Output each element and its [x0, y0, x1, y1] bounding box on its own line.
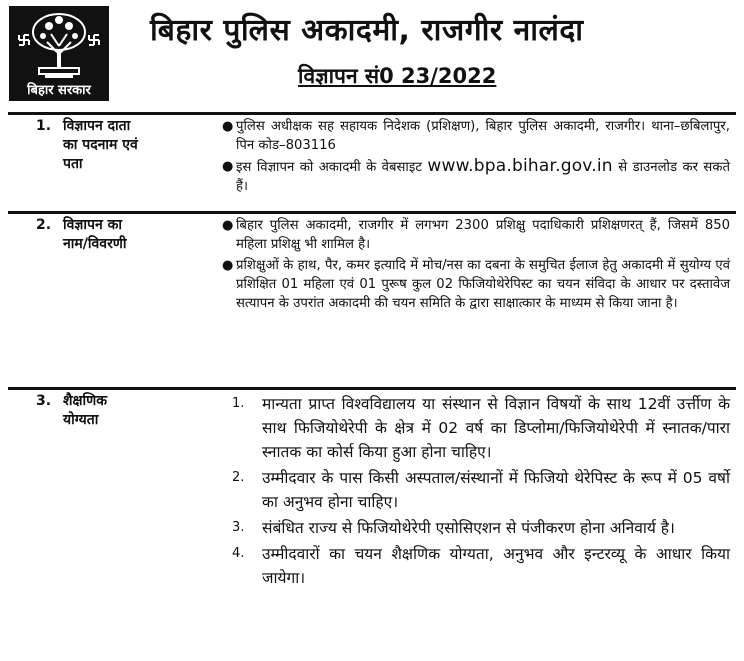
item-number: 1. — [232, 396, 245, 411]
bihar-government-logo — [9, 6, 109, 101]
row-label-line: विज्ञापन दाता — [63, 118, 131, 134]
table-row — [8, 115, 736, 214]
item-number: 2. — [232, 470, 245, 485]
item-text: उम्मीदवार के पास किसी अस्पताल/संस्थानों में फिजियो थेरेपिस्ट के रूप में 05 वर्षो का अनुभव होना चाहिए। — [262, 469, 730, 511]
row-label-line: नाम/विवरणी — [63, 236, 127, 252]
list-item — [222, 157, 730, 196]
row-label — [8, 214, 208, 387]
bullet-icon: ● — [222, 159, 234, 174]
list-item — [222, 216, 730, 254]
list-item — [232, 466, 730, 514]
bullet-text — [236, 157, 730, 196]
row-label-line: पता — [63, 156, 83, 172]
advertisement-number: विज्ञापन सं0 23/2022 — [298, 64, 497, 88]
list-item — [232, 542, 730, 590]
qualification-list — [208, 390, 736, 592]
row-label-line: योग्यता — [63, 412, 99, 428]
row-number: 3. — [36, 393, 52, 409]
page-title: बिहार पुलिस अकादमी, राजगीर नालंदा — [150, 13, 584, 48]
website-prefix: इस विज्ञापन को अकादमी के वेबसाइट — [236, 160, 428, 175]
website-link[interactable]: www.bpa.bihar.gov.in — [427, 156, 613, 176]
bullet-text: पुलिस अधीक्षक सह सहायक निदेशक (प्रशिक्षण), बिहार पुलिस अकादमी, राजगीर। थाना–छबिलापुर, पिन कोड–803116 — [236, 119, 730, 153]
bullet-icon: ● — [222, 258, 234, 273]
list-item — [222, 117, 730, 155]
row-label-line: का पदनाम एवं — [63, 137, 138, 153]
table-row — [8, 214, 736, 390]
item-text: मान्यता प्राप्त विश्वविद्यालय या संस्थान से विज्ञान विषयों के साथ 12वीं उर्त्तीण के साथ फिजियोथेरेपी के क्षेत्र में 02 वर्ष का डिप्लोमा/फिजियोथेरेपी में स्नातक/पारा स्नातक का कोर्स किया हुआ होना चाहिए। — [262, 395, 730, 461]
row-number: 2. — [36, 217, 52, 233]
row-label — [8, 390, 208, 592]
item-text: संबंधित राज्य से फिजियोथेरेपी एसोसिएशन से पंजीकरण होना अनिवार्य है। — [262, 519, 675, 537]
row-content — [208, 214, 736, 387]
item-text: उम्मीदवारों का चयन शैक्षणिक योग्यता, अनुभव और इन्टरव्यू के आधार किया जायेगा। — [262, 545, 730, 587]
website-suffix: से डाउनलोड कर सकते हैं। — [236, 160, 730, 194]
list-item — [222, 256, 730, 313]
row-label-line: शैक्षणिक — [63, 393, 108, 409]
row-number: 1. — [36, 118, 52, 134]
item-number: 4. — [232, 546, 245, 561]
table-row — [8, 390, 736, 592]
row-label — [8, 115, 208, 211]
list-item — [232, 516, 730, 540]
bullet-text: प्रशिक्षुओं के हाथ, पैर, कमर इत्यादि में मोच/नस का दबना के समुचित ईलाज हेतु अकादमी में सुयोग्य एवं प्रशिक्षित 01 महिला एवं 01 पुरूष कुल 02 फिजियोथेरेपिस्ट का चयन संविदा के आधार पर दस्तावेज सत्यापन के उपरांत अकादमी की चयन समिति के द्वारा साक्षात्कार के माध्यम से किया जाना है। — [236, 258, 730, 311]
bodhi-tree-emblem-icon — [9, 6, 109, 86]
bullet-icon: ● — [222, 218, 234, 233]
logo-caption: बिहार सरकार — [27, 83, 91, 98]
row-label-line: विज्ञापन का — [63, 217, 122, 233]
advertisement-table — [8, 112, 736, 592]
row-content — [208, 115, 736, 211]
bullet-icon: ● — [222, 119, 234, 134]
item-number: 3. — [232, 520, 245, 535]
bullet-text: बिहार पुलिस अकादमी, राजगीर में लगभग 2300 प्रशिक्षु पदाधिकारी प्रशिक्षणरत् हैं, जिसमें 850 महिला प्रशिक्षु भी शामिल है। — [236, 218, 730, 252]
list-item — [232, 392, 730, 464]
